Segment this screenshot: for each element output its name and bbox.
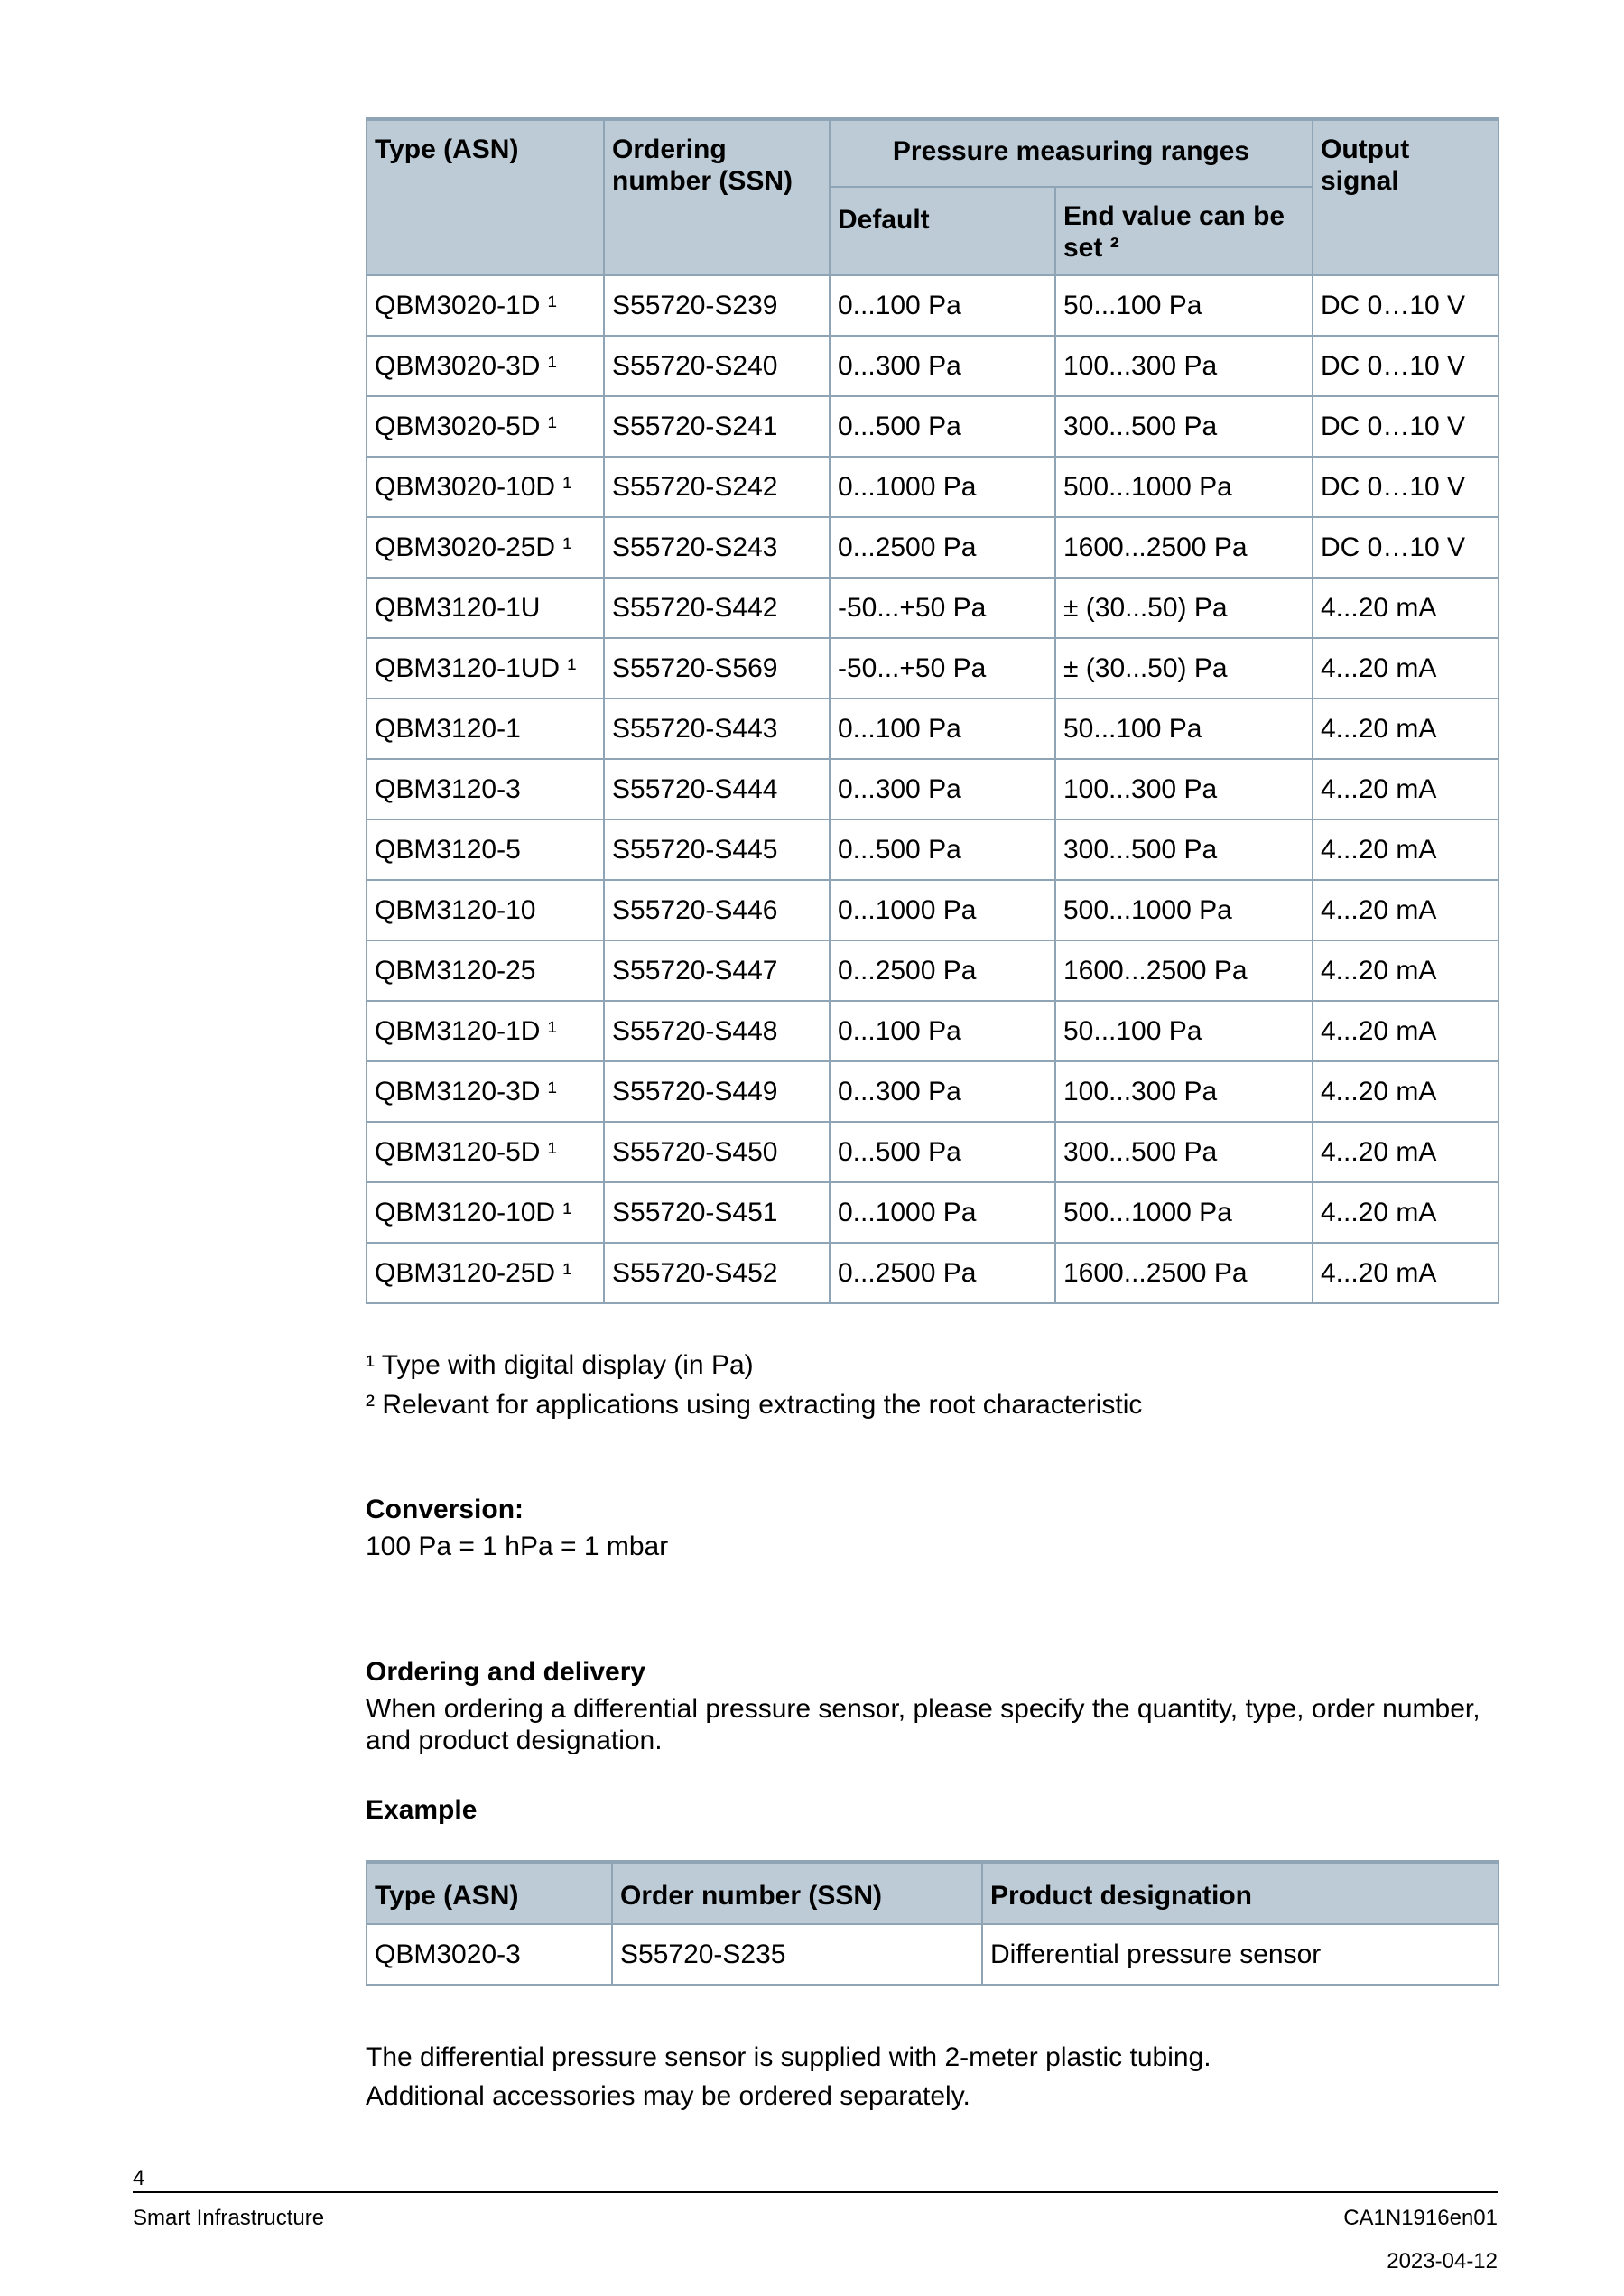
cell-end-value: 300...500 Pa bbox=[1055, 1122, 1313, 1182]
cell-ordering-number: S55720-S242 bbox=[604, 457, 830, 517]
header-default: Default bbox=[830, 187, 1055, 275]
cell-output-signal: 4...20 mA bbox=[1313, 1061, 1499, 1122]
cell-ordering-number: S55720-S240 bbox=[604, 336, 830, 396]
header-ordering-number: Ordering number (SSN) bbox=[604, 119, 830, 275]
header-type: Type (ASN) bbox=[367, 119, 604, 275]
table-row bbox=[367, 457, 1499, 517]
cell-type: QBM3120-10 bbox=[367, 880, 604, 940]
cell-type: QBM3120-10D ¹ bbox=[367, 1182, 604, 1243]
cell-end-value: 1600...2500 Pa bbox=[1055, 517, 1313, 578]
cell-end-value: 300...500 Pa bbox=[1055, 819, 1313, 880]
cell-output-signal: 4...20 mA bbox=[1313, 638, 1499, 699]
footer-divider bbox=[133, 2191, 1498, 2193]
table-row bbox=[367, 578, 1499, 638]
example-header-product: Product designation bbox=[982, 1862, 1499, 1924]
cell-type: QBM3020-5D ¹ bbox=[367, 396, 604, 457]
cell-type: QBM3120-1UD ¹ bbox=[367, 638, 604, 699]
page-content bbox=[366, 117, 1498, 2115]
table-row bbox=[367, 336, 1499, 396]
cell-type: QBM3120-1D ¹ bbox=[367, 1001, 604, 1061]
cell-type: QBM3120-3 bbox=[367, 759, 604, 819]
cell-output-signal: DC 0…10 V bbox=[1313, 517, 1499, 578]
table-row bbox=[367, 638, 1499, 699]
cell-end-value: 50...100 Pa bbox=[1055, 699, 1313, 759]
table-row bbox=[367, 396, 1499, 457]
table-row bbox=[367, 1122, 1499, 1182]
cell-default-range: 0...100 Pa bbox=[830, 699, 1055, 759]
header-pressure-ranges: Pressure measuring ranges bbox=[830, 119, 1313, 187]
cell-ordering-number: S55720-S448 bbox=[604, 1001, 830, 1061]
header-output-signal: Output signal bbox=[1313, 119, 1499, 275]
cell-end-value: ± (30...50) Pa bbox=[1055, 638, 1313, 699]
footer-doc-id: CA1N1916en01 bbox=[1343, 2206, 1498, 2230]
cell-end-value: 100...300 Pa bbox=[1055, 1061, 1313, 1122]
table-row bbox=[367, 275, 1499, 336]
cell-output-signal: 4...20 mA bbox=[1313, 1001, 1499, 1061]
footnotes bbox=[366, 1346, 1498, 1425]
cell-type: QBM3020-10D ¹ bbox=[367, 457, 604, 517]
cell-type: QBM3120-1 bbox=[367, 699, 604, 759]
ordering-section bbox=[366, 1656, 1498, 1756]
cell-default-range: -50...+50 Pa bbox=[830, 578, 1055, 638]
cell-end-value: 100...300 Pa bbox=[1055, 759, 1313, 819]
cell-default-range: 0...2500 Pa bbox=[830, 517, 1055, 578]
cell-ordering-number: S55720-S443 bbox=[604, 699, 830, 759]
table-row bbox=[367, 1001, 1499, 1061]
cell-output-signal: 4...20 mA bbox=[1313, 940, 1499, 1001]
cell-end-value: 1600...2500 Pa bbox=[1055, 940, 1313, 1001]
cell-end-value: 500...1000 Pa bbox=[1055, 1182, 1313, 1243]
footnote-2: ² Relevant for applications using extracting the root characteristic bbox=[366, 1390, 1143, 1420]
cell-output-signal: 4...20 mA bbox=[1313, 759, 1499, 819]
cell-end-value: 500...1000 Pa bbox=[1055, 457, 1313, 517]
conversion-section bbox=[366, 1494, 1498, 1562]
cell-default-range: 0...300 Pa bbox=[830, 759, 1055, 819]
cell-default-range: 0...1000 Pa bbox=[830, 457, 1055, 517]
cell-type: QBM3020-3D ¹ bbox=[367, 336, 604, 396]
cell-output-signal: DC 0…10 V bbox=[1313, 396, 1499, 457]
conversion-heading: Conversion: bbox=[366, 1495, 524, 1524]
table-row bbox=[367, 1061, 1499, 1122]
table-row bbox=[367, 517, 1499, 578]
ordering-text: When ordering a differential pressure sensor, please specify the quantity, type, order number, and product designation. bbox=[366, 1694, 1480, 1755]
table-row bbox=[367, 940, 1499, 1001]
cell-ordering-number: S55720-S442 bbox=[604, 578, 830, 638]
cell-default-range: 0...1000 Pa bbox=[830, 880, 1055, 940]
cell-type: QBM3120-1U bbox=[367, 578, 604, 638]
example-cell-order-number: S55720-S235 bbox=[612, 1924, 982, 1985]
cell-end-value: 500...1000 Pa bbox=[1055, 880, 1313, 940]
header-end-value: End value can be set ² bbox=[1055, 187, 1313, 275]
supply-section bbox=[366, 2038, 1498, 2115]
pressure-ranges-table bbox=[366, 117, 1499, 1304]
cell-default-range: 0...1000 Pa bbox=[830, 1182, 1055, 1243]
cell-default-range: 0...100 Pa bbox=[830, 275, 1055, 336]
cell-end-value: 1600...2500 Pa bbox=[1055, 1243, 1313, 1303]
cell-default-range: 0...2500 Pa bbox=[830, 1243, 1055, 1303]
cell-output-signal: 4...20 mA bbox=[1313, 578, 1499, 638]
footnote-1: ¹ Type with digital display (in Pa) bbox=[366, 1350, 754, 1380]
page-number: 4 bbox=[133, 2166, 145, 2190]
cell-type: QBM3120-5D ¹ bbox=[367, 1122, 604, 1182]
example-cell-product: Differential pressure sensor bbox=[982, 1924, 1499, 1985]
cell-output-signal: 4...20 mA bbox=[1313, 880, 1499, 940]
cell-ordering-number: S55720-S445 bbox=[604, 819, 830, 880]
cell-ordering-number: S55720-S452 bbox=[604, 1243, 830, 1303]
cell-ordering-number: S55720-S451 bbox=[604, 1182, 830, 1243]
cell-default-range: 0...100 Pa bbox=[830, 1001, 1055, 1061]
cell-output-signal: 4...20 mA bbox=[1313, 819, 1499, 880]
cell-default-range: 0...500 Pa bbox=[830, 396, 1055, 457]
ordering-heading: Ordering and delivery bbox=[366, 1657, 646, 1687]
cell-ordering-number: S55720-S444 bbox=[604, 759, 830, 819]
cell-ordering-number: S55720-S243 bbox=[604, 517, 830, 578]
cell-output-signal: 4...20 mA bbox=[1313, 1243, 1499, 1303]
cell-default-range: 0...500 Pa bbox=[830, 1122, 1055, 1182]
cell-output-signal: DC 0…10 V bbox=[1313, 275, 1499, 336]
footer-company: Smart Infrastructure bbox=[133, 2206, 325, 2230]
table-row bbox=[367, 759, 1499, 819]
cell-type: QBM3020-25D ¹ bbox=[367, 517, 604, 578]
cell-end-value: ± (30...50) Pa bbox=[1055, 578, 1313, 638]
cell-default-range: 0...500 Pa bbox=[830, 819, 1055, 880]
table-row bbox=[367, 1182, 1499, 1243]
cell-ordering-number: S55720-S446 bbox=[604, 880, 830, 940]
table-row bbox=[367, 1243, 1499, 1303]
cell-ordering-number: S55720-S449 bbox=[604, 1061, 830, 1122]
cell-default-range: 0...300 Pa bbox=[830, 336, 1055, 396]
cell-end-value: 50...100 Pa bbox=[1055, 1001, 1313, 1061]
cell-default-range: 0...2500 Pa bbox=[830, 940, 1055, 1001]
example-table bbox=[366, 1860, 1499, 1986]
example-heading: Example bbox=[366, 1795, 478, 1825]
cell-ordering-number: S55720-S239 bbox=[604, 275, 830, 336]
supply-line-1: The differential pressure sensor is supplied with 2-meter plastic tubing. bbox=[366, 2042, 1211, 2072]
example-cell-type: QBM3020-3 bbox=[367, 1924, 612, 1985]
cell-output-signal: DC 0…10 V bbox=[1313, 457, 1499, 517]
cell-ordering-number: S55720-S450 bbox=[604, 1122, 830, 1182]
cell-type: QBM3120-25D ¹ bbox=[367, 1243, 604, 1303]
cell-output-signal: 4...20 mA bbox=[1313, 1182, 1499, 1243]
cell-type: QBM3020-1D ¹ bbox=[367, 275, 604, 336]
cell-end-value: 100...300 Pa bbox=[1055, 336, 1313, 396]
cell-type: QBM3120-3D ¹ bbox=[367, 1061, 604, 1122]
cell-type: QBM3120-5 bbox=[367, 819, 604, 880]
cell-default-range: -50...+50 Pa bbox=[830, 638, 1055, 699]
cell-end-value: 50...100 Pa bbox=[1055, 275, 1313, 336]
table-row bbox=[367, 699, 1499, 759]
table-row bbox=[367, 819, 1499, 880]
cell-type: QBM3120-25 bbox=[367, 940, 604, 1001]
cell-output-signal: 4...20 mA bbox=[1313, 699, 1499, 759]
cell-ordering-number: S55720-S569 bbox=[604, 638, 830, 699]
footer-date: 2023-04-12 bbox=[1387, 2249, 1498, 2273]
cell-ordering-number: S55720-S241 bbox=[604, 396, 830, 457]
cell-end-value: 300...500 Pa bbox=[1055, 396, 1313, 457]
conversion-text: 100 Pa = 1 hPa = 1 mbar bbox=[366, 1532, 669, 1561]
cell-output-signal: 4...20 mA bbox=[1313, 1122, 1499, 1182]
example-header-type: Type (ASN) bbox=[367, 1862, 612, 1924]
cell-ordering-number: S55720-S447 bbox=[604, 940, 830, 1001]
example-header-order-number: Order number (SSN) bbox=[612, 1862, 982, 1924]
table-row bbox=[367, 1924, 1499, 1985]
cell-default-range: 0...300 Pa bbox=[830, 1061, 1055, 1122]
cell-output-signal: DC 0…10 V bbox=[1313, 336, 1499, 396]
table-row bbox=[367, 880, 1499, 940]
supply-line-2: Additional accessories may be ordered separately. bbox=[366, 2081, 970, 2111]
